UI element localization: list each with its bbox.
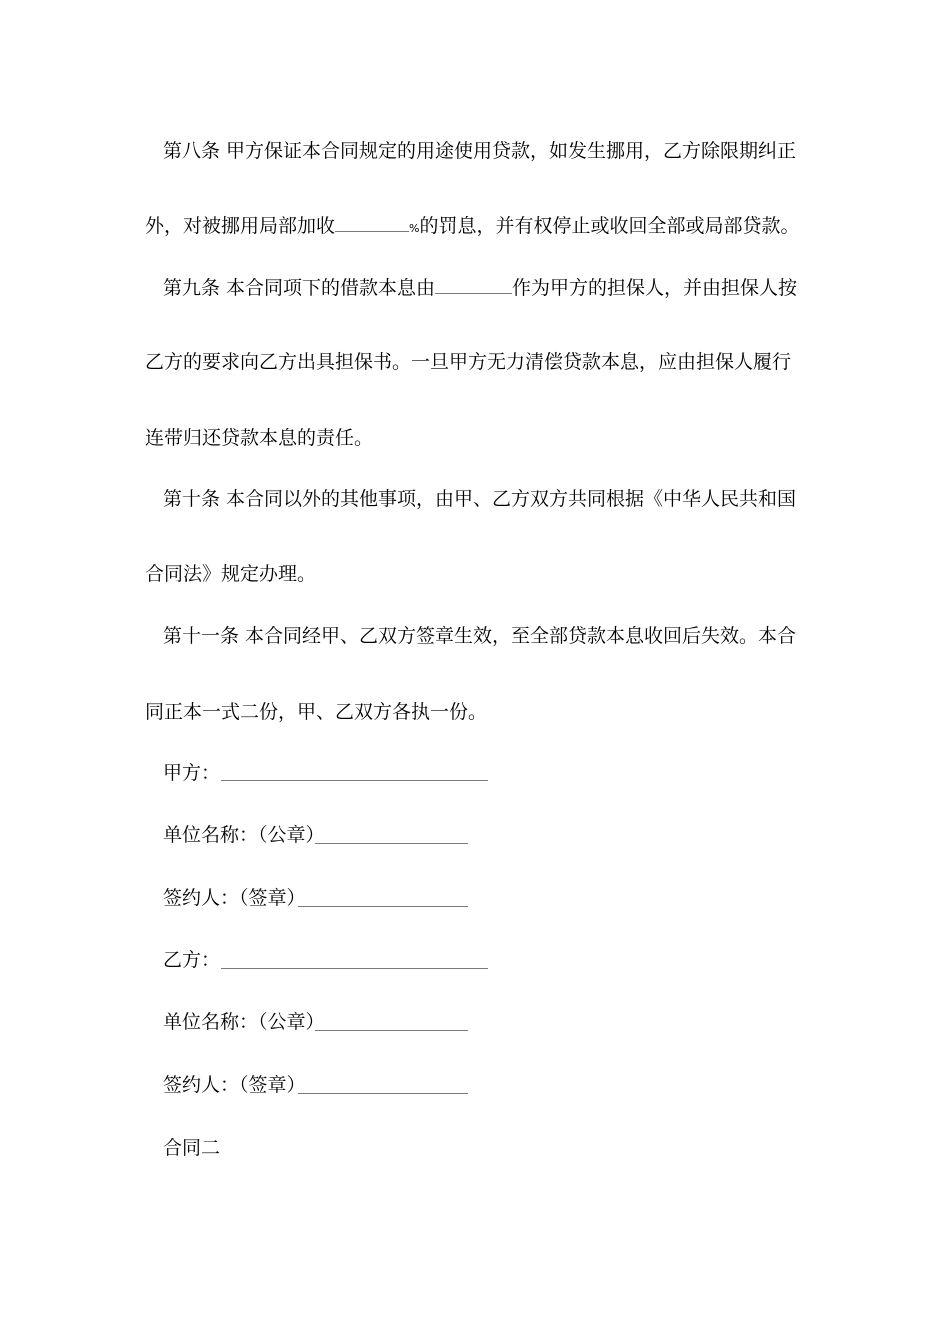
guarantor-blank <box>435 276 512 294</box>
party-a-label: 甲方： <box>163 762 221 784</box>
article-8-line-2-before: 外，对被挪用局部加收 <box>145 215 336 237</box>
article-9-line-3: 连带归还贷款本息的责任。 <box>145 427 374 449</box>
article-8-line-2 <box>145 214 810 241</box>
article-11-line-1: 第十一条 本合同经甲、乙双方签章生效，至全部贷款本息收回后失效。本合 <box>163 625 797 647</box>
article-10-line-2: 合同法》规定办理。 <box>145 563 317 585</box>
party-b-unit-name-label: 单位名称：（公章） <box>163 1011 325 1033</box>
article-9-line-1-before: 第九条 本合同项下的借款本息由 <box>163 277 436 299</box>
party-b-signature-line[interactable] <box>221 968 488 969</box>
party-b-signatory-label: 签约人：（签章） <box>163 1074 306 1096</box>
party-b-label: 乙方： <box>163 949 221 971</box>
party-a-signature-line[interactable] <box>221 780 488 781</box>
article-8-line-2-after: 的罚息，并有权停止或收回全部或局部贷款。 <box>419 215 800 237</box>
party-b-signatory-line[interactable] <box>298 1093 468 1094</box>
penalty-rate-blank <box>335 214 409 232</box>
contract-two-heading: 合同二 <box>163 1137 221 1159</box>
article-8-line-1: 第八条 甲方保证本合同规定的用途使用贷款，如发生挪用，乙方除限期纠正 <box>163 140 797 162</box>
article-9-line-1 <box>163 276 828 300</box>
party-a-signatory-line[interactable] <box>298 906 468 907</box>
percent-sign: % <box>409 222 420 235</box>
party-a-signatory-label: 签约人：（签章） <box>163 887 306 909</box>
party-a-unit-name-line[interactable] <box>315 843 468 844</box>
article-10-line-1: 第十条 本合同以外的其他事项，由甲、乙方双方共同根据《中华人民共和国 <box>163 488 797 510</box>
party-a-unit-name-label: 单位名称：（公章） <box>163 824 325 846</box>
article-11-line-2: 同正本一式二份，甲、乙双方各执一份。 <box>145 701 488 723</box>
article-9-line-2: 乙方的要求向乙方出具担保书。一旦甲方无力清偿贷款本息，应由担保人履行 <box>145 351 792 373</box>
article-9-line-1-after: 作为甲方的担保人，并由担保人按 <box>512 277 798 299</box>
party-b-unit-name-line[interactable] <box>315 1030 468 1031</box>
